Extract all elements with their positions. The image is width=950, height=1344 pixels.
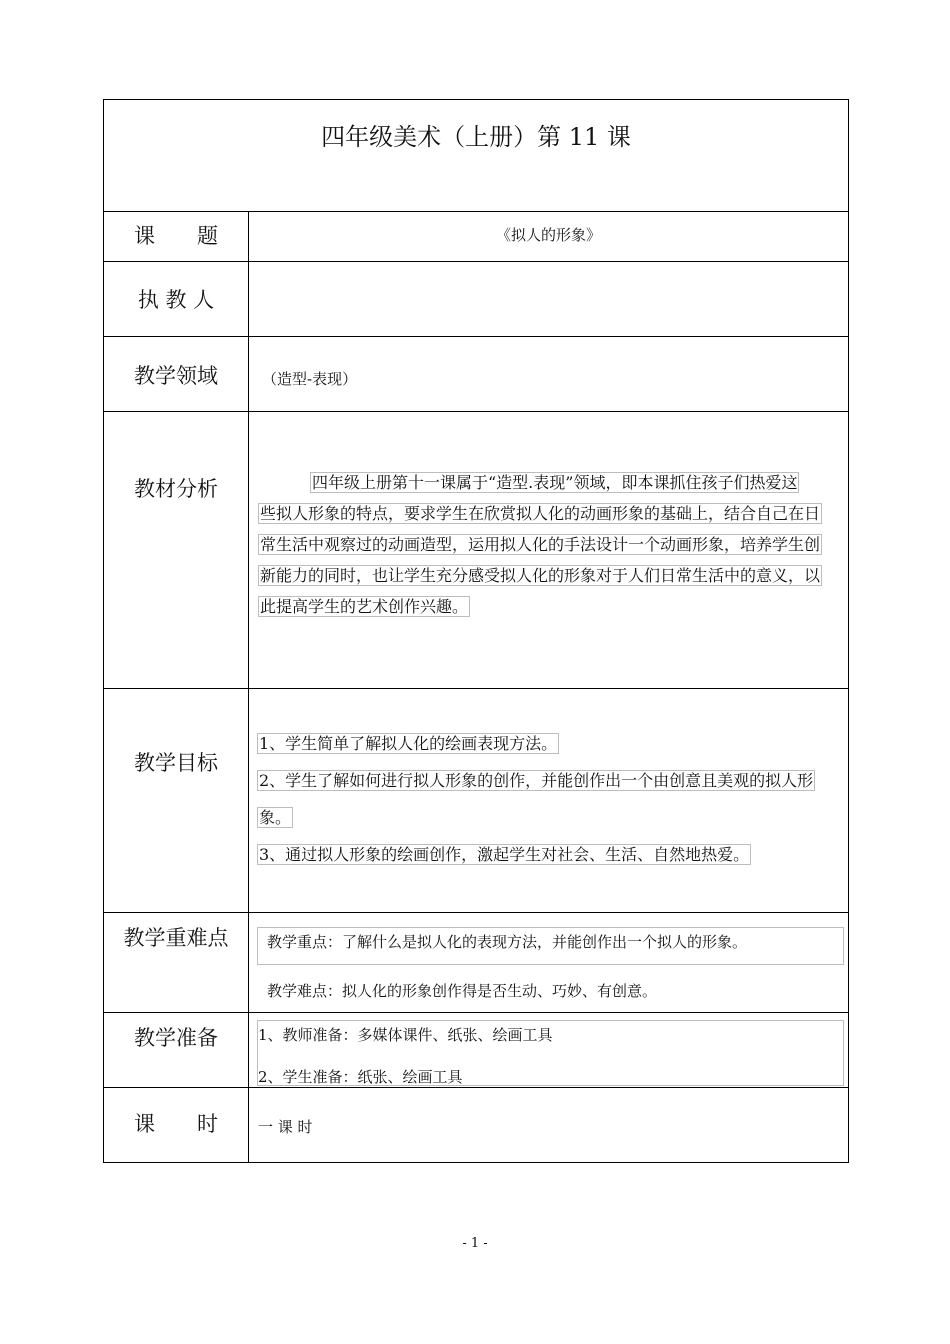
prep-teacher: 1、教师准备：多媒体课件、纸张、绘画工具 [258, 1026, 553, 1044]
label-hours: 课 时 [134, 1112, 218, 1136]
analysis-text [258, 467, 842, 622]
goal-line: 3、通过拟人形象的绘画创作，激起学生对社会、生活、自然地热爱。 [259, 845, 750, 864]
hours-value: 一 课 时 [258, 1118, 313, 1136]
difficulty-text: 教学难点：拟人化的形象创作得是否生动、巧妙、有创意。 [267, 982, 658, 1000]
row-divider [103, 336, 849, 337]
row-divider [103, 1087, 849, 1088]
goals-text [257, 725, 842, 873]
page-title: 四年级美术（上册）第 11 课 [321, 123, 631, 151]
analysis-line: 此提高学生的艺术创作兴趣。 [260, 597, 469, 616]
domain-value: （造型-表现） [262, 370, 358, 388]
goal-line: 2、学生了解如何进行拟人形象的创作，并能创作出一个由创意且美观的拟人形 [259, 771, 814, 790]
goal-line: 1、学生简单了解拟人化的绘画表现方法。 [259, 734, 558, 753]
label-teacher: 执 教 人 [137, 288, 215, 312]
key-point-text: 教学重点：了解什么是拟人化的表现方法，并能创作出一个拟人的形象。 [267, 933, 748, 951]
table-border-left [103, 99, 104, 1163]
analysis-line: 新能力的同时，也让学生充分感受拟人化的形象对于人们日常生活中的意义，以 [260, 566, 821, 585]
label-analysis: 教材分析 [134, 477, 218, 501]
label-keypoints: 教学重难点 [123, 926, 229, 950]
topic-value: 《拟人的形象》 [495, 226, 601, 244]
label-domain: 教学领域 [134, 364, 218, 388]
table-border-right [848, 99, 849, 1163]
label-topic: 课 题 [134, 224, 218, 248]
row-divider [103, 261, 849, 262]
row-divider [103, 211, 849, 212]
column-divider [248, 211, 249, 1163]
page-number: - 1 - [462, 1236, 488, 1251]
label-prep: 教学准备 [134, 1026, 218, 1050]
label-goals: 教学目标 [134, 751, 218, 775]
table-border-top [103, 99, 849, 100]
table-border-bottom [103, 1162, 849, 1163]
analysis-line: 些拟人形象的特点，要求学生在欣赏拟人化的动画形象的基础上，结合自己在日 [260, 504, 821, 523]
row-divider [103, 912, 849, 913]
prep-student: 2、学生准备：纸张、绘画工具 [258, 1068, 463, 1086]
analysis-line: 四年级上册第十一课属于“造型.表现”领域，即本课抓住孩子们热爱这 [312, 473, 798, 492]
row-divider [103, 688, 849, 689]
analysis-line: 常生活中观察过的动画造型，运用拟人化的手法设计一个动画形象，培养学生创 [260, 535, 821, 554]
goal-line: 象。 [259, 808, 292, 827]
row-divider [103, 1012, 849, 1013]
row-divider [103, 411, 849, 412]
